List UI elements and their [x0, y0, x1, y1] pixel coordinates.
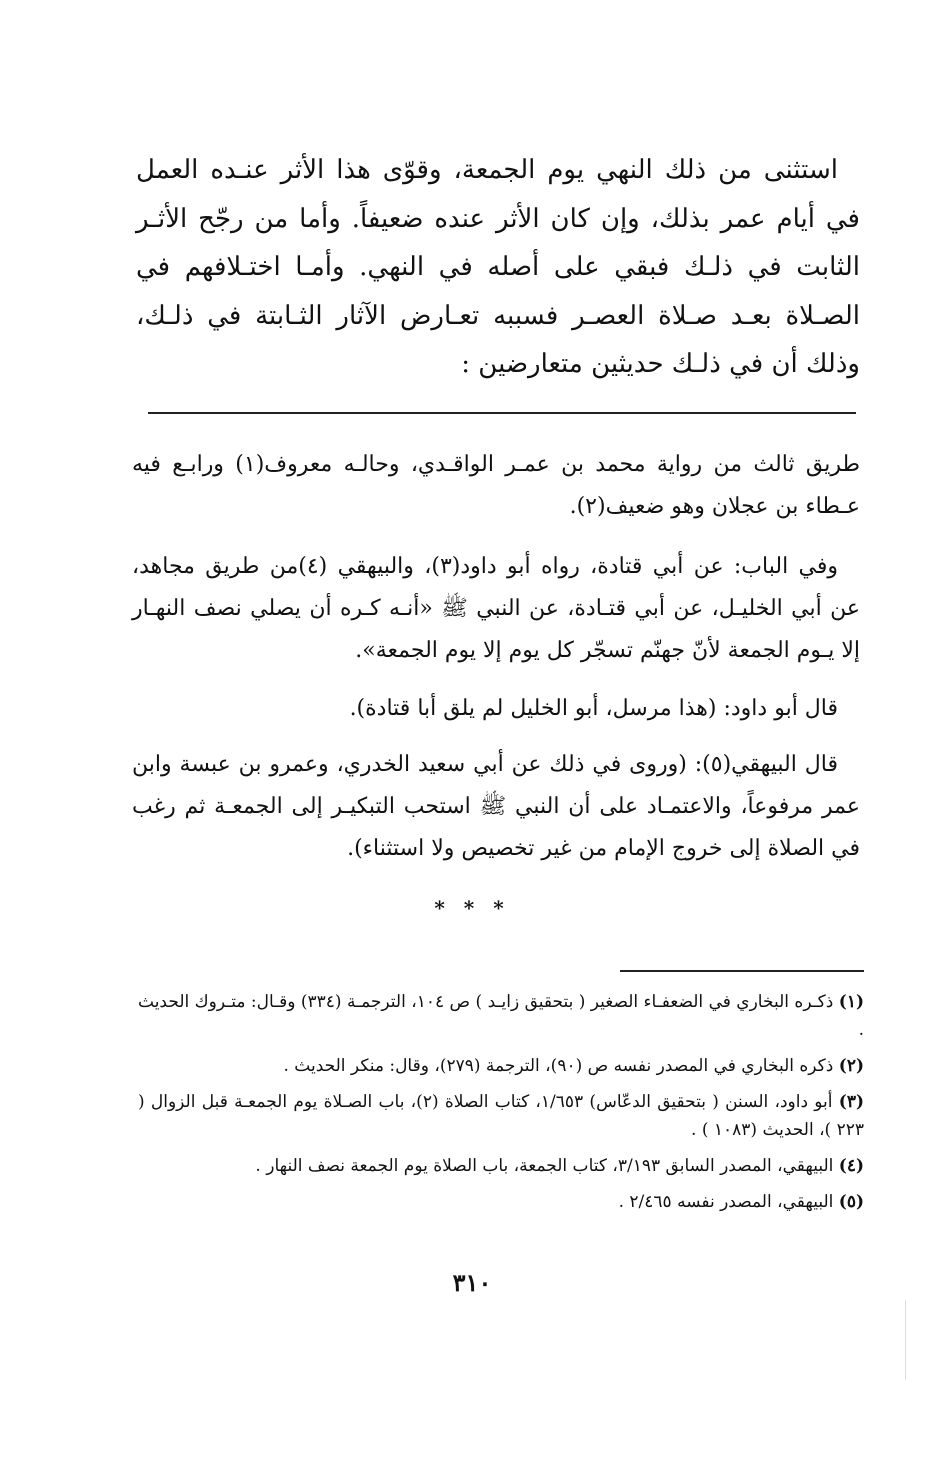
hadith-paragraph-4: قال البيهقي(٥): (وروى في ذلك عن أبي سعيد الخدري، وعمرو بن عبسة وابن عمر مرفوعاً، والاعتمـاد على أن النبي ﷺ استحب التبكيـر إلى الجمعـة ثم رغب في الصلاة إلى خروج الإمام من غير تخصيص ولا استثناء). — [132, 752, 860, 861]
page-number: ٣١٠ — [452, 1268, 492, 1297]
footnote-number: (٢) — [838, 1056, 864, 1076]
footnote-number: (٣) — [838, 1092, 864, 1112]
footnote-number: (٥) — [838, 1192, 864, 1212]
footnotes-list — [138, 988, 864, 1224]
hadith-paragraph-3: قال أبو داود: (هذا مرسل، أبو الخليل لم يلق أبا قتادة). — [349, 696, 838, 721]
main-paragraph: استثنى من ذلك النهي يوم الجمعة، وقوّى هذا الأثر عنـده العمل في أيام عمر بذلك، وإن كان الأثر عنده ضعيفاً. وأما من رجّح الأثـر الثابت في ذلـك فبقي على أصله في النهي. وأمـا اختـلافهم في الصـلاة بعـد صـلاة العصـر فسببه تعـارض الآثار الثـابتة في ذلـك، وذلك أن في ذلـك حديثين متعارضين : — [136, 155, 860, 380]
footnote-number: (١) — [838, 992, 864, 1012]
footnote-separator-line — [620, 970, 864, 972]
hadith-paragraph-1: طريق ثالث من رواية محمد بن عمـر الواقـدي، وحالـه معروف(١) ورابـع فيه عـطاء بن عجلان وهو ضعيف(٢). — [132, 452, 860, 519]
footnote-text: أبو داود، السنن ( بتحقيق الدعّاس) ١/٦٥٣، كتاب الصلاة (٢)، باب الصـلاة يوم الجمعـة قبل الزوال ( ٢٢٣ )، الحديث (١٠٨٣ ) . — [138, 1092, 864, 1140]
footnote-item — [138, 1052, 864, 1080]
scan-edge-mark — [905, 1300, 906, 1380]
main-separator-line — [148, 412, 856, 414]
footnote-item — [138, 1152, 864, 1180]
footnote-text: ذكـره البخاري في الضعفـاء الصغير ( بتحقيق زايـد ) ص ١٠٤، الترجمـة (٣٣٤) وقـال: متـروك الحديث . — [138, 992, 864, 1040]
footnote-number: (٤) — [838, 1156, 864, 1176]
footnote-item — [138, 988, 864, 1044]
footnote-item — [138, 1088, 864, 1144]
footnote-text: البيهقي، المصدر نفسه ٢/٤٦٥ . — [618, 1192, 834, 1212]
section-separator-stars: * * * — [434, 896, 510, 920]
footnote-text: البيهقي، المصدر السابق ٣/١٩٣، كتاب الجمعة، باب الصلاة يوم الجمعة نصف النهار . — [255, 1156, 834, 1176]
footnote-text: ذكره البخاري في المصدر نفسه ص (٩٠)، الترجمة (٢٧٩)، وقال: منكر الحديث . — [283, 1056, 834, 1076]
hadith-paragraph-2: وفي الباب: عن أبي قتادة، رواه أبو داود(٣)، والبيهقي (٤)من طريق مجاهد، عن أبي الخليـل، عن أبي قتـادة، عن النبي ﷺ «أنـه كـره أن يصلي نصف النهـار إلا يـوم الجمعة لأنّ جهنّم تسجّر كل يوم إلا يوم الجمعة». — [132, 554, 860, 663]
footnote-item — [138, 1188, 864, 1216]
